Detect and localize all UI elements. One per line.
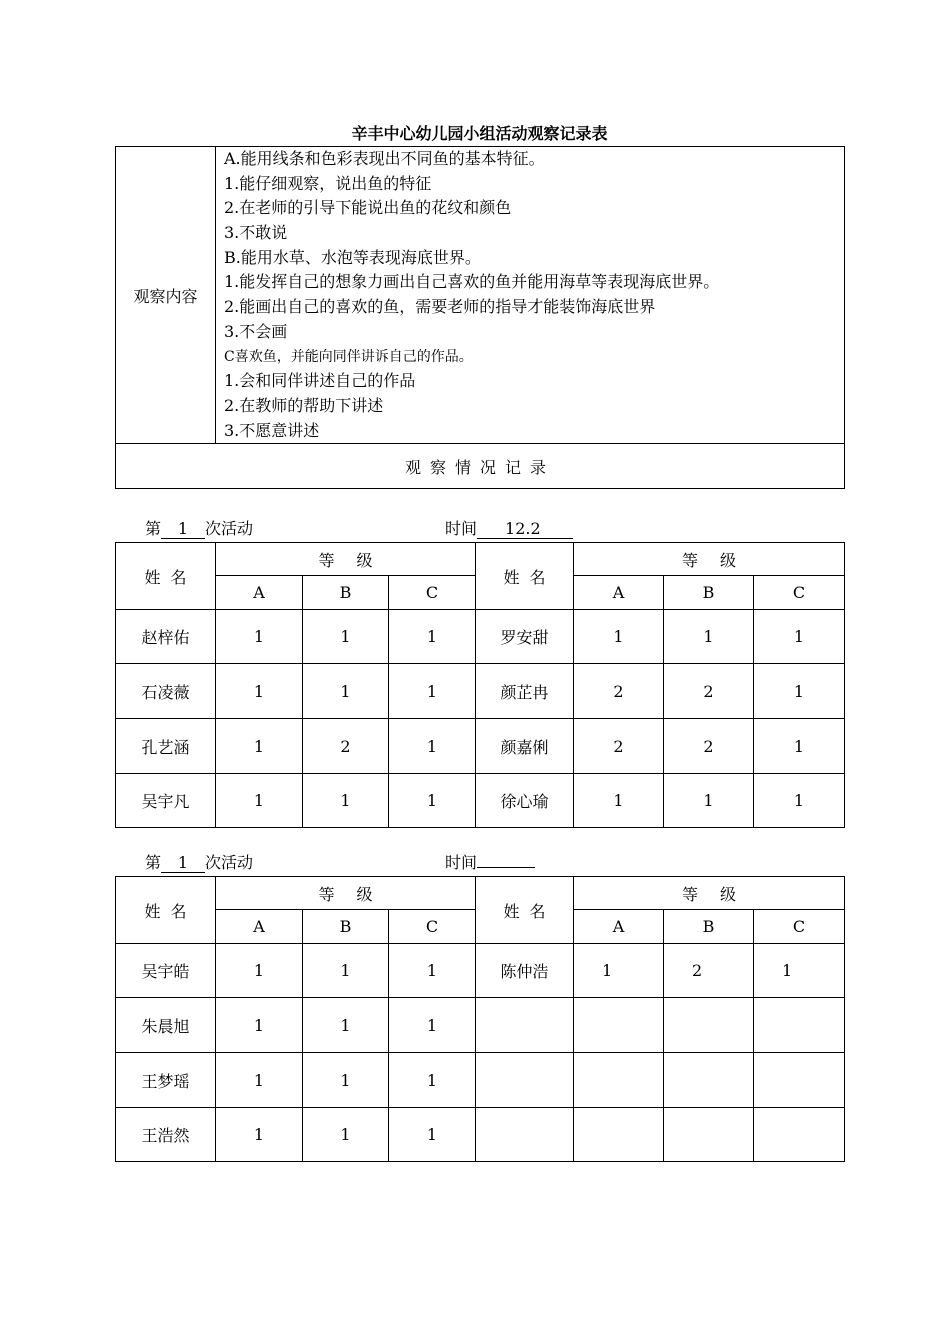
table-row	[116, 610, 845, 664]
grade-table	[115, 542, 845, 828]
table-row	[116, 774, 845, 828]
grade-c	[754, 1053, 845, 1108]
student-name: 陈仲浩	[476, 944, 574, 998]
grade-a-header: A	[216, 910, 303, 944]
grade-c: 1	[754, 774, 845, 828]
criterion-line: 2.能画出自己的喜欢的鱼，需要老师的指导才能装饰海底世界	[224, 297, 656, 317]
grade-a: 1	[574, 774, 664, 828]
grade-a	[574, 998, 664, 1053]
grade-c: 1	[389, 998, 476, 1053]
grade-a-header: A	[574, 576, 664, 610]
grade-b: 1	[303, 1053, 389, 1108]
student-name: 徐心瑜	[476, 774, 574, 828]
student-name: 颜芷冉	[476, 664, 574, 719]
observation-content	[216, 147, 845, 444]
grade-c: 1	[389, 1108, 476, 1162]
grade-c: 1	[389, 774, 476, 828]
student-name: 朱晨旭	[116, 998, 216, 1053]
grade-b: 1	[303, 664, 389, 719]
grade-a: 1	[216, 719, 303, 774]
grade-table	[115, 876, 845, 1162]
grade-a: 1	[216, 944, 303, 998]
name-header: 姓名	[476, 877, 574, 944]
grade-b	[664, 1108, 754, 1162]
table-row	[116, 719, 845, 774]
activity-prefix: 第	[145, 519, 162, 538]
activity-prefix: 第	[145, 853, 162, 872]
grade-a: 1	[216, 998, 303, 1053]
student-name: 孔艺涵	[116, 719, 216, 774]
criterion-line: 3.不愿意讲述	[224, 420, 320, 440]
name-header: 姓名	[116, 877, 216, 944]
grade-b: 1	[303, 774, 389, 828]
criterion-line: C喜欢鱼，并能向同伴讲诉自己的作品。	[224, 348, 473, 365]
student-name: 吴宇皓	[116, 944, 216, 998]
time-label: 时间	[445, 853, 478, 872]
grade-b: 2	[664, 719, 754, 774]
grade-c: 1	[754, 664, 845, 719]
grade-b: 2	[303, 719, 389, 774]
table-row	[116, 664, 845, 719]
student-name: 王梦瑶	[116, 1053, 216, 1108]
grade-a: 1	[216, 610, 303, 664]
level-header: 等级	[216, 543, 476, 576]
grade-b-header: B	[664, 576, 754, 610]
grade-c-header: C	[389, 576, 476, 610]
grade-b-header: B	[303, 576, 389, 610]
grade-a: 2	[574, 664, 664, 719]
student-name: 赵梓佑	[116, 610, 216, 664]
grade-b: 1	[303, 1108, 389, 1162]
student-name: 颜嘉俐	[476, 719, 574, 774]
grade-c: 1	[389, 610, 476, 664]
name-header: 姓名	[116, 543, 216, 610]
grade-a: 1	[216, 774, 303, 828]
observation-label: 观察内容	[116, 147, 216, 444]
table-row	[116, 998, 845, 1053]
time-value: 12.2	[477, 520, 573, 539]
name-header: 姓名	[476, 543, 574, 610]
level-header: 等级	[574, 543, 845, 576]
grade-a-header: A	[574, 910, 664, 944]
grade-b: 1	[664, 610, 754, 664]
activity-number: 1	[161, 854, 205, 873]
activity-number: 1	[161, 520, 205, 539]
grade-b-header: B	[303, 910, 389, 944]
criterion-line: 1.会和同伴讲述自己的作品	[224, 371, 416, 391]
grade-b: 2	[664, 664, 754, 719]
table-row	[116, 1108, 845, 1162]
student-name: 罗安甜	[476, 610, 574, 664]
grade-c: 1	[389, 1053, 476, 1108]
table-row	[116, 944, 845, 998]
grade-b: 1	[303, 610, 389, 664]
grade-c: 1	[754, 944, 845, 998]
observation-table	[115, 146, 845, 489]
student-name: 石凌薇	[116, 664, 216, 719]
grade-c-header: C	[754, 910, 845, 944]
student-name	[476, 998, 574, 1053]
criterion-line: 2.在教师的帮助下讲述	[224, 395, 384, 415]
page-title: 辛丰中心幼儿园小组活动观察记录表	[351, 124, 608, 143]
grade-c	[754, 1108, 845, 1162]
activity-suffix: 次活动	[205, 853, 254, 872]
record-heading: 观察情况记录	[116, 444, 845, 489]
activity-time	[445, 852, 535, 874]
student-name	[476, 1053, 574, 1108]
grade-a	[574, 1108, 664, 1162]
criterion-line: 2.在老师的引导下能说出鱼的花纹和颜色	[224, 198, 512, 218]
grade-c: 1	[754, 610, 845, 664]
grade-a	[574, 1053, 664, 1108]
grade-a: 1	[216, 664, 303, 719]
level-header: 等级	[574, 877, 845, 910]
time-label: 时间	[445, 519, 478, 538]
grade-b: 1	[664, 774, 754, 828]
criterion-line: A.能用线条和色彩表现出不同鱼的基本特征。	[224, 149, 545, 168]
grade-b: 1	[303, 998, 389, 1053]
activity-header	[145, 518, 541, 540]
grade-c: 1	[754, 719, 845, 774]
grade-c	[754, 998, 845, 1053]
grade-a-header: A	[216, 576, 303, 610]
grade-a: 1	[216, 1053, 303, 1108]
criterion-line: 1.能仔细观察，说出鱼的特征	[224, 173, 432, 193]
time-value	[477, 867, 535, 868]
grade-b: 1	[303, 944, 389, 998]
grade-a: 1	[574, 610, 664, 664]
level-header: 等级	[216, 877, 476, 910]
criterion-line: 3.不会画	[224, 321, 288, 341]
grade-c: 1	[389, 944, 476, 998]
grade-c: 1	[389, 719, 476, 774]
grade-a: 1	[216, 1108, 303, 1162]
student-name	[476, 1108, 574, 1162]
grade-c: 1	[389, 664, 476, 719]
grade-c-header: C	[754, 576, 845, 610]
grade-c-header: C	[389, 910, 476, 944]
grade-a: 1	[574, 944, 664, 998]
grade-a: 2	[574, 719, 664, 774]
grade-b: 2	[664, 944, 754, 998]
grade-b-header: B	[664, 910, 754, 944]
grade-b	[664, 1053, 754, 1108]
student-name: 王浩然	[116, 1108, 216, 1162]
activity-time	[445, 518, 573, 540]
activity-header	[145, 852, 478, 874]
grade-b	[664, 998, 754, 1053]
activity-suffix: 次活动	[205, 519, 254, 538]
student-name: 吴宇凡	[116, 774, 216, 828]
table-row	[116, 1053, 845, 1108]
criterion-line: 3.不敢说	[224, 223, 288, 243]
criterion-line: B.能用水草、水泡等表现海底世界。	[224, 247, 481, 267]
criterion-line: 1.能发挥自己的想象力画出自己喜欢的鱼并能用海草等表现海底世界。	[224, 272, 720, 292]
